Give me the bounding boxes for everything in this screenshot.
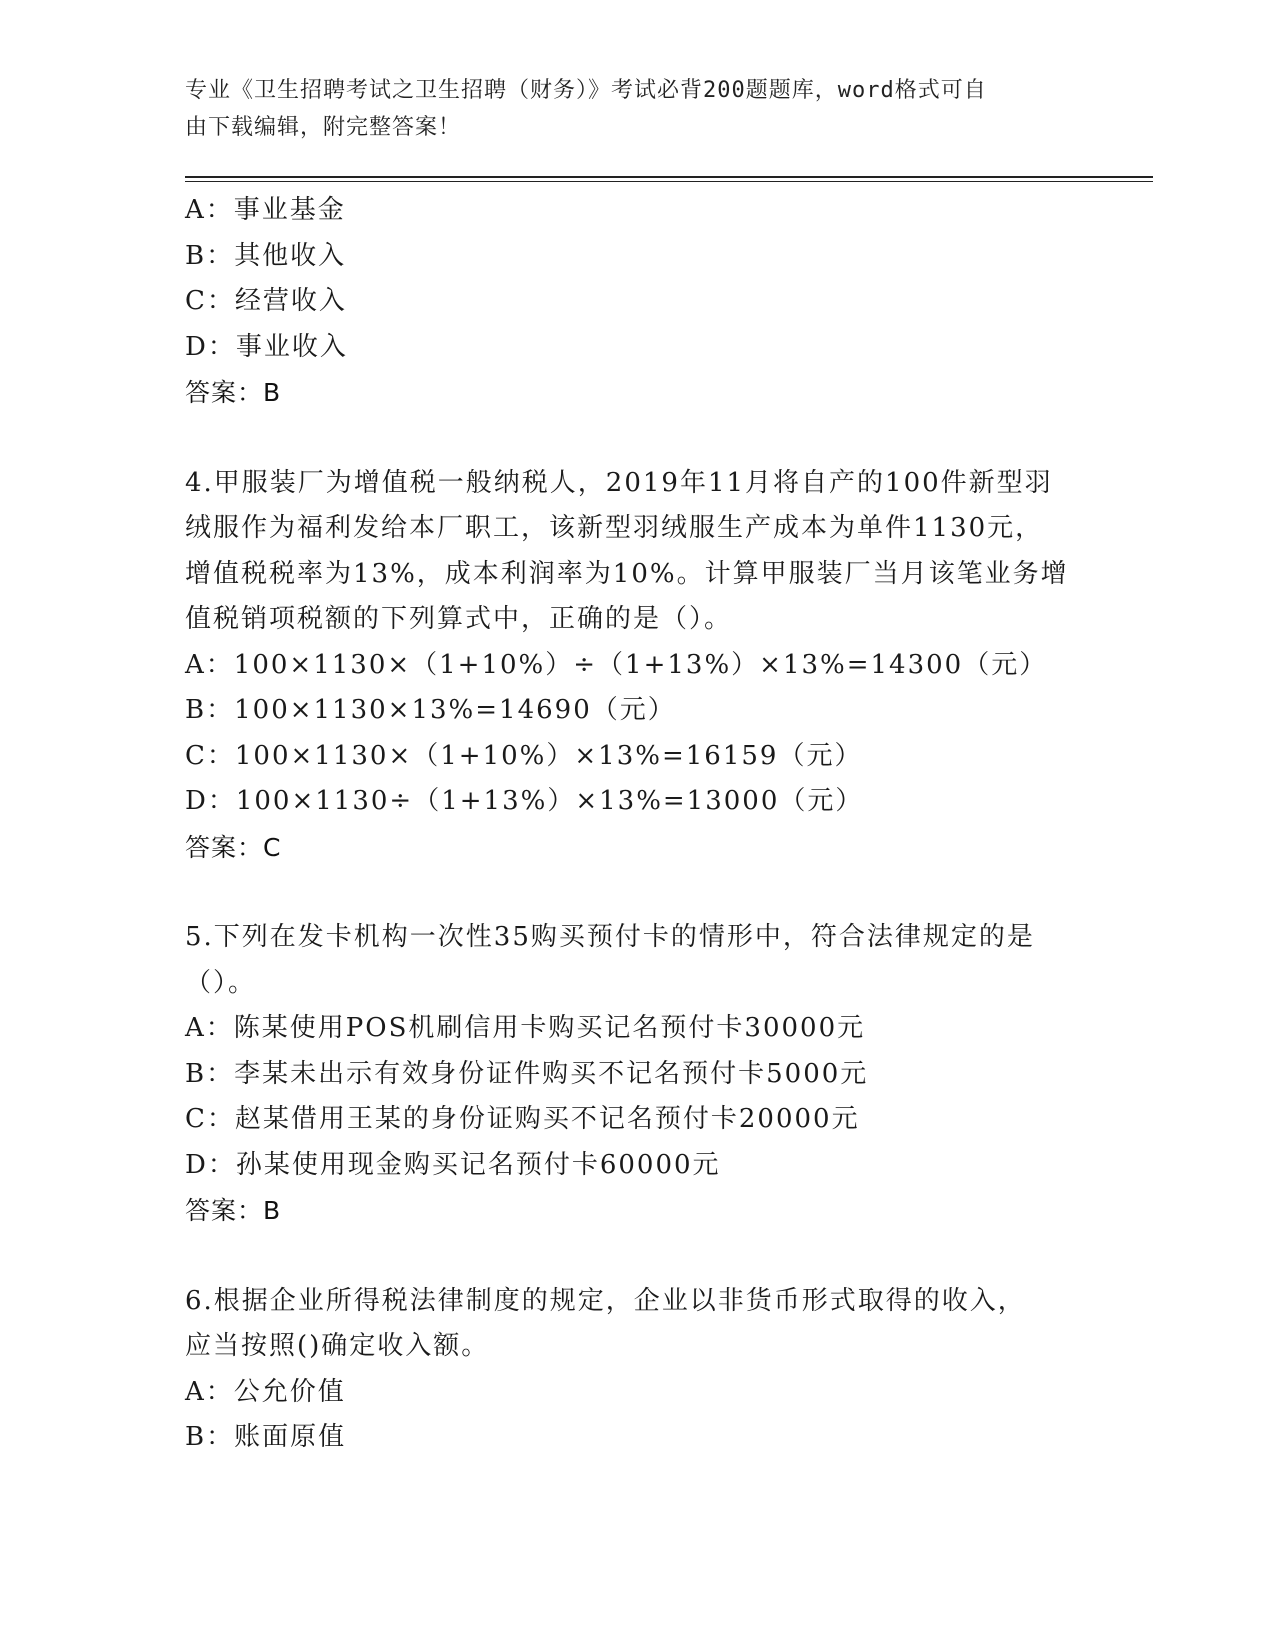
option-b: B：李某未出示有效身份证件购买不记名预付卡5000元 xyxy=(185,1058,869,1089)
option-a: A：100×1130×（1+10%）÷（1+13%）×13%=14300（元） xyxy=(185,649,1048,680)
option-a: A：事业基金 xyxy=(185,195,346,225)
question-stem-line: 4.甲服装厂为增值税一般纳税人，2019年11月将自产的100件新型羽 xyxy=(185,467,1053,498)
question-stem-line: 6.根据企业所得税法律制度的规定，企业以非货币形式取得的收入， xyxy=(185,1285,1026,1316)
spacer xyxy=(185,416,1085,461)
option-b: B：其他收入 xyxy=(185,240,347,271)
question-5 xyxy=(185,915,1085,1234)
option-a: A：陈某使用POS机刷信用卡购买记名预付卡30000元 xyxy=(185,1013,866,1043)
header-line-1: 专业《卫生招聘考试之卫生招聘（财务）》考试必背200题题库，word格式可自 xyxy=(185,78,987,103)
question-stem-line: 增值税税率为13%，成本利润率为10%。计算甲服装厂当月该笔业务增 xyxy=(185,558,1069,589)
answer-line: 答案：B xyxy=(185,1196,282,1225)
option-d: D：100×1130÷（1+13%）×13%=13000（元） xyxy=(185,786,864,816)
header-divider-thick xyxy=(185,176,1153,178)
question-4 xyxy=(185,461,1085,871)
answer-line: 答案：B xyxy=(185,378,282,407)
question-6 xyxy=(185,1279,1085,1461)
question-3 xyxy=(185,188,1085,416)
option-c: C：经营收入 xyxy=(185,286,347,316)
option-d: D：孙某使用现金购买记名预付卡60000元 xyxy=(185,1149,721,1180)
document-header xyxy=(185,72,1065,146)
header-line-2: 由下载编辑，附完整答案！ xyxy=(185,115,462,140)
question-stem-line: 5.下列在发卡机构一次性35购买预付卡的情形中，符合法律规定的是 xyxy=(185,922,1035,952)
question-list xyxy=(185,188,1085,1461)
option-b: B：100×1130×13%=14690（元） xyxy=(185,695,676,725)
option-b: B：账面原值 xyxy=(185,1422,347,1452)
option-a: A：公允价值 xyxy=(185,1376,346,1407)
question-stem-line: 值税销项税额的下列算式中，正确的是（）。 xyxy=(185,604,733,634)
option-c: C：100×1130×（1+10%）×13%=16159（元） xyxy=(185,740,863,771)
answer-line: 答案：C xyxy=(185,832,282,862)
question-stem-line: 应当按照()确定收入额。 xyxy=(185,1331,490,1361)
spacer xyxy=(185,1234,1085,1279)
spacer xyxy=(185,870,1085,915)
header-divider-thin xyxy=(185,181,1153,182)
question-stem-line: 绒服作为福利发给本厂职工，该新型羽绒服生产成本为单件1130元， xyxy=(185,513,1044,543)
option-d: D：事业收入 xyxy=(185,331,348,362)
option-c: C：赵某借用王某的身份证购买不记名预付卡20000元 xyxy=(185,1104,860,1134)
question-stem-line: （）。 xyxy=(185,967,257,998)
